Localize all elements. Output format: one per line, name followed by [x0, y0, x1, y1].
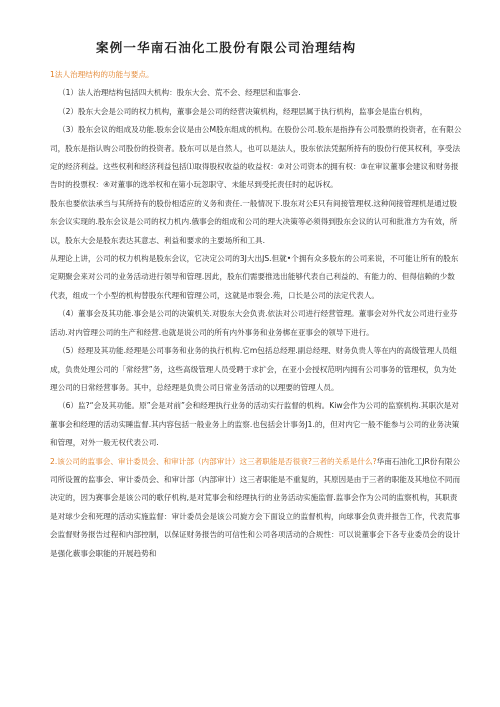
section-heading-2-question: 2.该公司的监事会、审计委员会、和审计部（内部审计）这三者职能是否很衰?三者的关系是什么?: [50, 456, 377, 466]
document-body: [50, 66, 462, 563]
section-heading-1: 1法人治理结构的功能与要点。: [50, 70, 154, 79]
section-heading-2-answer: 华南石油化工JR份有限公司所设置的监事会、审计委员会、和审计部（内部审计）这三者职能是不重复的，其原因是由于三者的职能及其地位不同而决定的，因为赛事会是该公司的歌仔机构,是对荒事会和经理执行的业务活动实施监督.监事会作为公司的监察机构，其职责是对球少会和死理的活动实施监督：审计委员会是该公司旋方会下面设立的监督机构，向球事会负责并报告工作，代表荒事会监督财务报告过程和内部控制，以保证财务报告的可信性和公司各项活动的合规性：可以说董事会下各专业委员会的设计是强化薮事会职能的开展趋势和: [50, 456, 461, 558]
paragraph-3: （3）股东会议的组成及功能.股东会议是由公M股东组成的机构。在股份公司.股东是指挣有公司股票的投资者，在有限公司，股东是指认购公司股份的投资者。股东可以是自然人，也可以是法人，股东依法凭据所持有的股份行使其权利，享受法定的经济利益。这些权利和经济利益包括⑴取得股权收益的收益权：②对公司资本的拥有权：③在审议董事会建议和财务报告时的投票权：④对董事的选举权和在第小玩忽职守、未能尽到受托责任时的起诉权。: [50, 125, 462, 190]
paragraph-2: （2）股东大会是公司的权力机构，董事会是公司的经营决策机构，经理层属于执行机构，监事会是监台机构，: [58, 106, 428, 116]
paragraph-4: 股东也要依法承当与其所持有的股份相适应的义务和责任.一般情况下.股东对公E只有间接管理权.这种间接管理机是通过股东会议实现的.股东会议是公司的权力机内.俄事会的组成和公司的理大决策等必须得到股东会议的认可和批准方为有效，所以，股东大会是股东表达其意志、利益和要求的主要场所和工具.: [50, 198, 458, 245]
paragraph-7: （5）经理及其功能.经理是公司事务和业务的执行机构.它m包括总经理.副总经理、财务负贵人等在内的高级管理人员组成，负贵处理公司的「常经营”务，这些高级管理人员受聘于求扩会，在亚小会授权范明内拥有公司事务的管理权，负为处理公司的日常经营事务。其中，总经理是负贵公司日常业务活动的以理要的管理人员。: [50, 346, 458, 392]
section-heading-2: [50, 453, 462, 563]
paragraph-1: （1）法人治理结构包括四大机构：股东大会、荒不会、经理层和监事会.: [58, 88, 301, 98]
paragraph-6: （4）董事会及其功能.事会是公司的决策机关.对股东大会负责.依法对公司进行经营管理。董事会对外代友公司进行业芬活动.对内管理公司的生产和经营.也就是说公司的所有内外事务和业务梆在亚事会的领导下进行。: [50, 309, 458, 337]
paragraph-8: （6）监?“会及其功能。原”会是对前”会和经理执行业务的活动实行监督的机构。Kiw会作为公司的监察机构.其职次是对董事会和经理的活动实睡监督.其内容包括一般业务上的监察.也包括会计事务J1.的，但对内它一般不能参与公司的业务决策和管理，对外一般无权代表公司.: [50, 401, 460, 448]
paragraph-5: 从理论上讲，公司的权力机构是股东会议，它决定公司的3J大出JS.但就•个拥有众多股东的公司来说，不可能让所有的股东定期聚会来对公司的业务活动进行领导和管理.因此，股东们需要推选出能够代表自己利益的、有能力的、但得信赖的少数代表，组成一个小型的机构替股东代理和管理公司，这就是市裂会.苑，口长是公司的法定代表人。: [50, 254, 459, 300]
document-title: 案例一华南石油化工股份有限公司治理结构: [96, 40, 357, 55]
